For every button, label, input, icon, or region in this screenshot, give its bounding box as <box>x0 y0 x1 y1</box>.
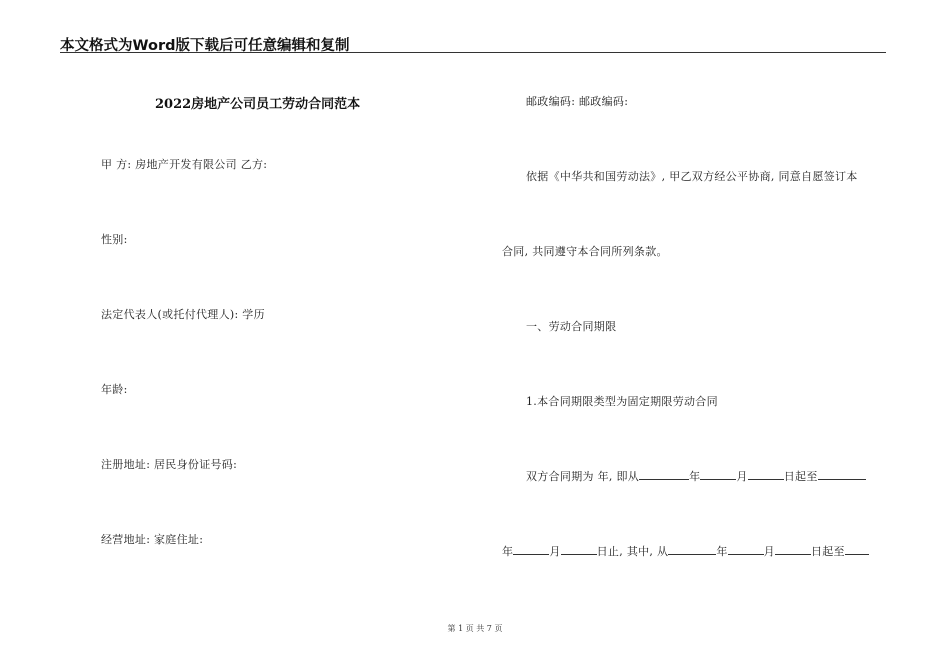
intro-paragraph-line-1: 依据《中华共和国劳动法》, 甲乙双方经公平协商, 同意自愿签订本 <box>526 170 858 183</box>
month-label: 月 <box>736 470 748 483</box>
day-blank <box>748 469 784 480</box>
page-number: 第 1 页 共 7 页 <box>447 624 503 633</box>
age-line: 年龄: <box>101 383 128 396</box>
month-label: 月 <box>549 545 561 558</box>
probation-day-blank <box>775 544 811 555</box>
probation-year-blank <box>668 544 716 555</box>
day-start-label: 日起至 <box>783 470 818 483</box>
period-end-text: 日止, 其中, 从 <box>596 545 669 558</box>
end-year-blank <box>818 469 866 480</box>
probation-month-blank <box>728 544 764 555</box>
contract-title: 2022房地产公司员工劳动合同范本 <box>155 97 361 112</box>
contract-period-line <box>526 468 866 484</box>
day-start-label: 日起至 <box>810 545 845 558</box>
section-heading: 一、劳动合同期限 <box>526 320 617 333</box>
day-blank <box>561 544 597 555</box>
year-label: 年 <box>502 545 514 558</box>
intro-paragraph-line-2: 合同, 共同遵守本合同所列条款。 <box>502 245 668 258</box>
legal-representative-line: 法定代表人(或托付代理人): 学历 <box>101 308 265 321</box>
postal-code-line: 邮政编码: 邮政编码: <box>526 95 629 108</box>
month-blank <box>700 469 736 480</box>
year-label: 年 <box>716 545 728 558</box>
header-divider <box>60 52 886 53</box>
year-blank <box>639 469 689 480</box>
year-label: 年 <box>689 470 701 483</box>
registered-address-line: 注册地址: 居民身份证号码: <box>101 458 238 471</box>
document-header-title: 本文格式为Word版下载后可任意编辑和复制 <box>60 38 350 54</box>
contract-period-line-2 <box>502 543 869 559</box>
month-label: 月 <box>763 545 775 558</box>
party-a-line: 甲 方: 房地产开发有限公司 乙方: <box>101 158 268 171</box>
period-text: 双方合同期为 年, 即从 <box>526 470 640 483</box>
gender-line: 性别: <box>101 233 128 246</box>
clause-1-1: 1.本合同期限类型为固定期限劳动合同 <box>526 395 718 408</box>
month-blank <box>513 544 549 555</box>
business-address-line: 经营地址: 家庭住址: <box>101 533 204 546</box>
trailing-blank <box>845 544 869 555</box>
